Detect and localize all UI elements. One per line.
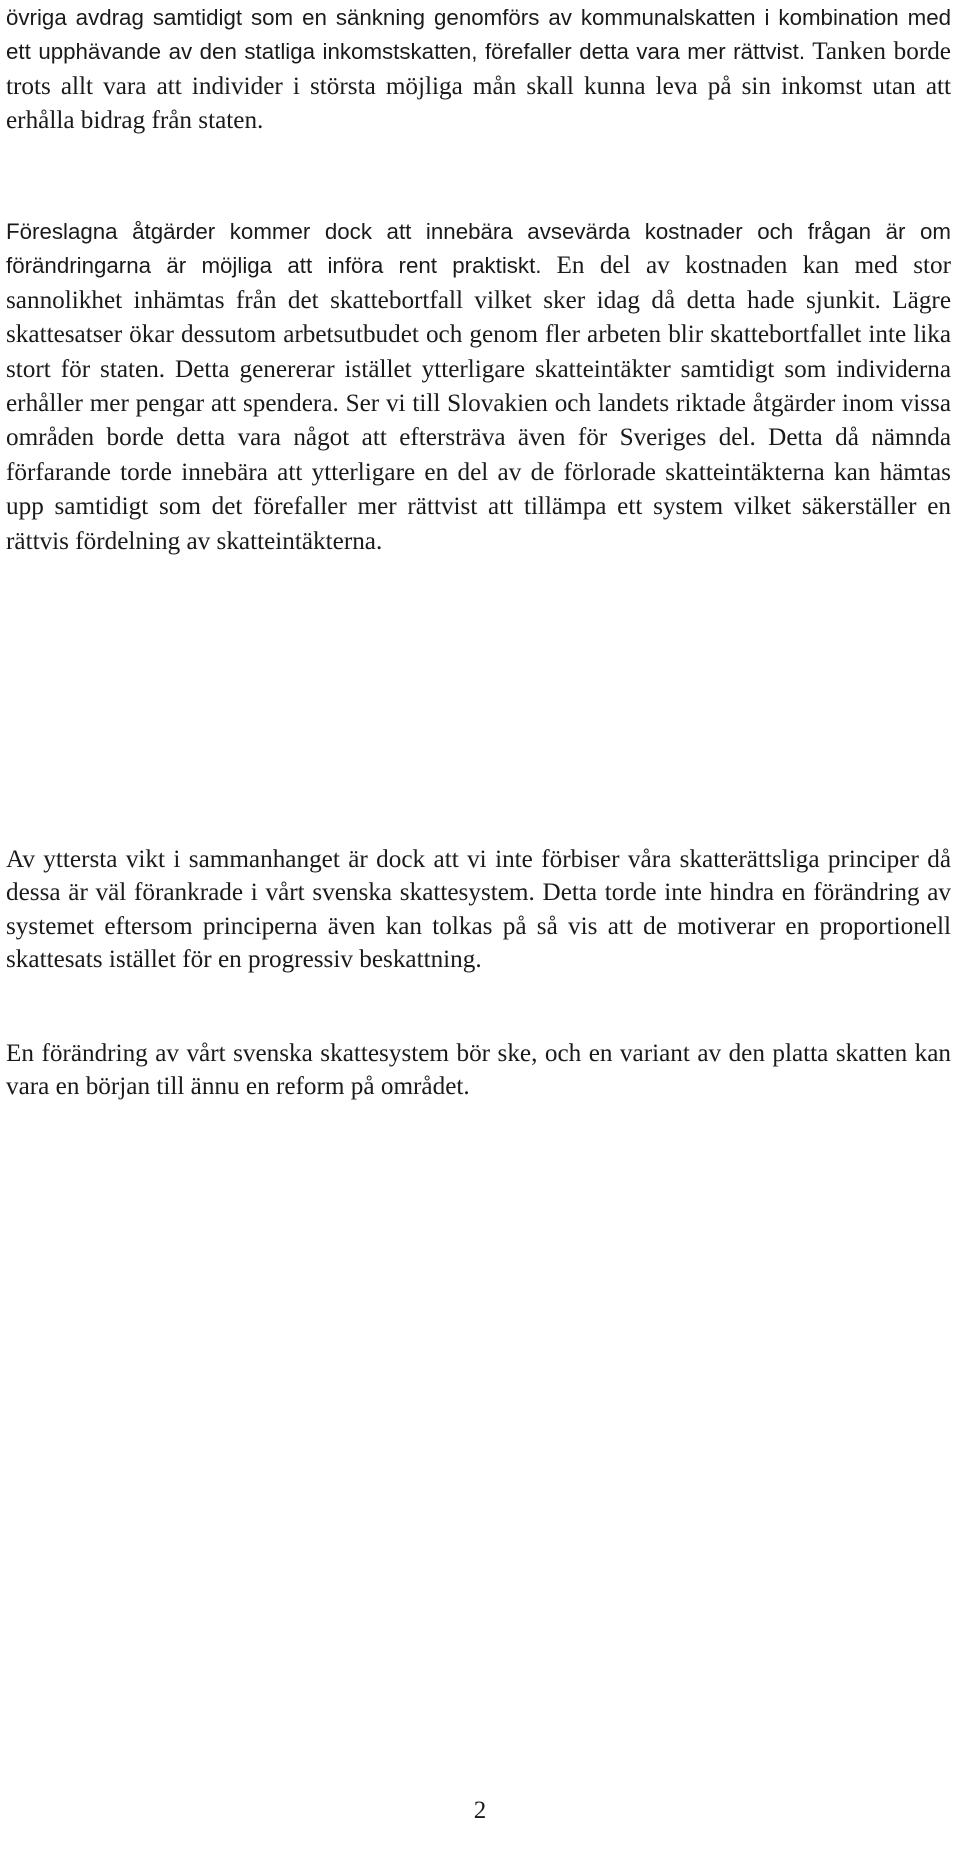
paragraph-2: [6, 215, 951, 559]
paragraph-1: [6, 1, 951, 139]
page-number: 2: [473, 1797, 487, 1824]
paragraph-1-sans-segment: övriga avdrag samtidigt som en sänkning genomförs av kommunalskatten i kombination med ett upphävande av den statliga inkomstskatten, förefaller detta vara mer rättvist.: [6, 5, 951, 65]
paragraph-4: En förändring av vårt svenska skattesystem bör ske, och en variant av den platta skatten kan vara en början till ännu en reform på området.: [6, 1040, 951, 1101]
paragraph-1-serif-segment: Tanken borde trots allt vara att individer i största möjliga mån skall kunna leva på sin inkomst utan att erhålla bidrag från staten.: [6, 38, 951, 135]
paragraph-2-sans-segment: Föreslagna åtgärder kommer dock att innebära avsevärda kostnader och frågan är om förändringarna är möjliga att införa rent praktiskt.: [6, 219, 951, 279]
paragraph-3: Av yttersta vikt i sammanhanget är dock att vi inte förbiser våra skatterättsliga principer då dessa är väl förankrade i vårt svenska skattesystem. Detta torde inte hindra en förändring av systemet eftersom principerna även kan tolkas på så vis att de motiverar en proportionell skattesats istället för en progressiv beskattning.: [6, 846, 951, 974]
paragraph-2-serif-segment: En del av kostnaden kan med stor sannolikhet inhämtas från det skattebortfall vilket sker idag då detta hade sjunkit. Lägre skattesatser ökar dessutom arbetsutbudet och genom fler arbeten blir skattebortfallet inte lika stort för staten. Detta genererar istället ytterligare skatteintäkter samtidigt som individerna erhåller mer pengar att spendera. Ser vi till Slovakien och landets riktade åtgärder inom vissa områden borde detta vara något att eftersträva även för Sveriges del. Detta då nämnda förfarande torde innebära att ytterligare en del av de förlorade skatteintäkterna kan hämtas upp samtidigt som det förefaller mer rättvist att tillämpa ett system vilket säkerställer en rättvis fördelning av skatteintäkterna.: [6, 252, 952, 555]
